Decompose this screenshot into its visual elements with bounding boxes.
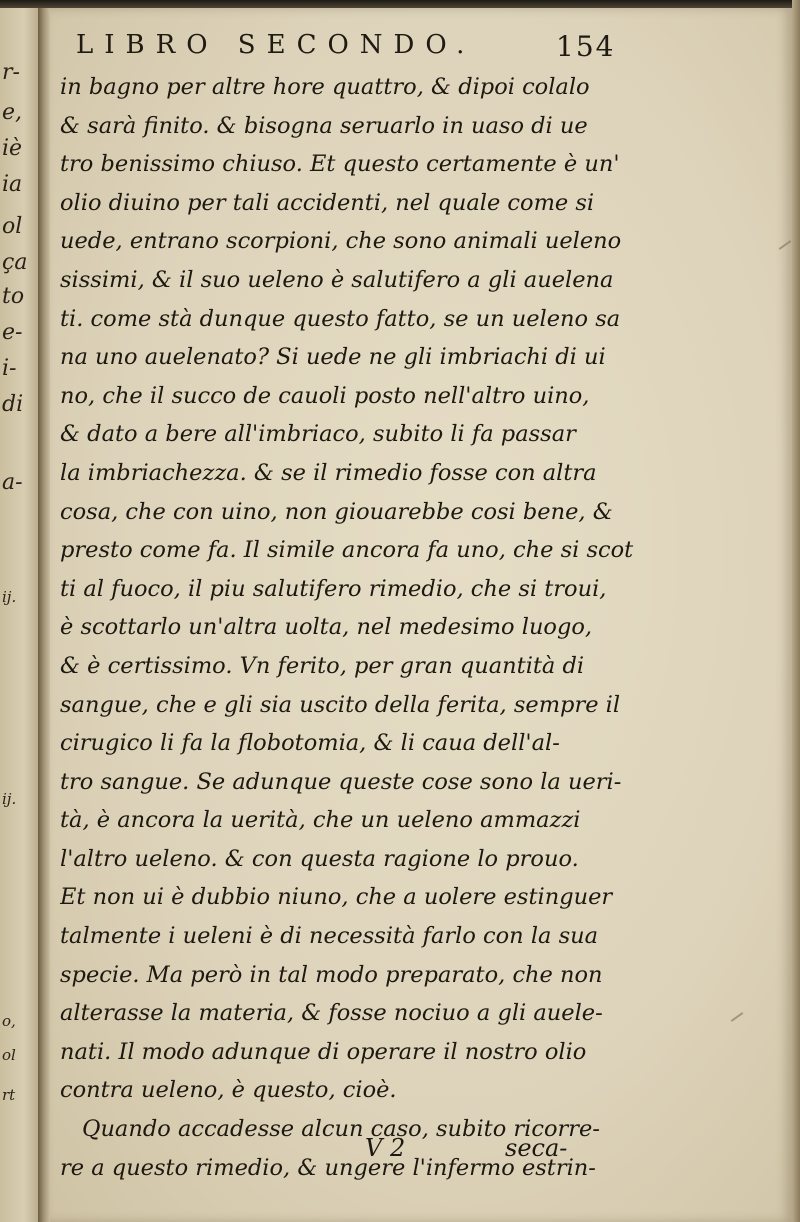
book-page: [50, 8, 792, 1222]
text-line: cosa, che con uino, non giouarebbe cosi bene, &: [60, 498, 613, 525]
text-line: ti. come stà dunque questo fatto, se un ueleno sa: [60, 305, 621, 332]
text-line: no, che il succo de cauoli posto nell'altro uino,: [60, 382, 590, 409]
left-page-text-fragment: i-: [2, 356, 17, 381]
catchword: seca-: [505, 1134, 568, 1162]
running-title: LIBRO SECONDO.: [76, 30, 476, 60]
text-line: cirugico li fa la flobotomia, & li caua dell'al-: [60, 730, 560, 757]
left-page-fragment: [0, 8, 40, 1222]
left-page-text-fragment: ol: [2, 1046, 16, 1064]
left-page-text-fragment: a-: [2, 470, 23, 495]
left-page-text-fragment: r-: [2, 60, 20, 85]
text-line: sangue, che e gli sia uscito della ferita, sempre il: [60, 691, 621, 718]
text-line: la imbriachezza. & se il rimedio fosse con altra: [60, 459, 597, 486]
left-page-text-fragment: ij.: [2, 588, 17, 606]
text-line: & dato a bere all'imbriaco, subito li fa passar: [60, 421, 576, 448]
text-line: è scottarlo un'altra uolta, nel medesimo luogo,: [60, 614, 593, 641]
left-page-text-fragment: e-: [2, 320, 23, 345]
text-line: in bagno per altre hore quattro, & dipoi colalo: [60, 74, 590, 100]
page-number: 154: [556, 30, 616, 63]
paper-speck: [779, 240, 792, 250]
text-line: & è certissimo. Vn ferito, per gran quantità di: [60, 652, 585, 679]
left-page-text-fragment: ia: [2, 172, 23, 197]
signature-mark: V 2: [365, 1134, 406, 1162]
left-page-text-fragment: rt: [2, 1086, 16, 1104]
page-footer: [50, 1134, 650, 1174]
text-line: talmente i ueleni è di necessità farlo con la sua: [60, 923, 599, 950]
text-line: & sarà finito. & bisogna seruarlo in uaso di ue: [60, 112, 588, 139]
text-line: contra ueleno, è questo, cioè.: [60, 1077, 397, 1104]
left-page-text-fragment: ij.: [2, 790, 17, 808]
left-page-text-fragment: iè: [2, 136, 23, 161]
left-page-text-fragment: ol: [2, 214, 23, 239]
text-line: ti al fuoco, il piu salutifero rimedio, che si troui,: [60, 575, 607, 602]
text-line: tro sangue. Se adunque queste cose sono la ueri-: [60, 768, 622, 795]
text-line: l'altro ueleno. & con questa ragione lo prouo.: [60, 845, 579, 872]
left-page-text-fragment: e,: [2, 100, 23, 125]
left-page-text-fragment: ça: [2, 250, 28, 275]
text-line: specie. Ma però in tal modo preparato, che non: [60, 961, 603, 988]
text-line: tro benissimo chiuso. Et questo certamente è un': [60, 151, 620, 178]
right-page-edge: [792, 0, 800, 1222]
text-line: alterasse la materia, & fosse nociuo a gli auele-: [60, 1000, 603, 1027]
text-line: olio diuino per tali accidenti, nel quale come si: [60, 189, 595, 216]
text-line: tà, è ancora la uerità, che un ueleno ammazzi: [60, 807, 581, 834]
left-page-text-fragment: to: [2, 284, 25, 309]
text-line: nati. Il modo adunque di operare il nostro olio: [60, 1038, 587, 1065]
running-header: [76, 30, 636, 63]
body-text: [60, 68, 660, 1187]
left-page-text-fragment: di: [2, 392, 24, 417]
left-page-text-fragment: o,: [2, 1012, 16, 1030]
paper-speck: [731, 1012, 744, 1022]
text-line: re a questo rimedio, & ungere l'infermo estrin-: [60, 1154, 596, 1181]
text-line: na uno auelenato? Si uede ne gli imbriachi di ui: [60, 344, 606, 371]
text-line: Et non ui è dubbio niuno, che a uolere estinguer: [60, 884, 613, 911]
text-line: presto come fa. Il simile ancora fa uno, che si scot: [60, 537, 634, 564]
text-line: uede, entrano scorpioni, che sono animali ueleno: [60, 228, 622, 255]
text-line: Quando accadesse alcun caso, subito ricorre-: [82, 1116, 600, 1143]
text-line: sissimi, & il suo ueleno è salutifero a gli auelena: [60, 266, 614, 293]
